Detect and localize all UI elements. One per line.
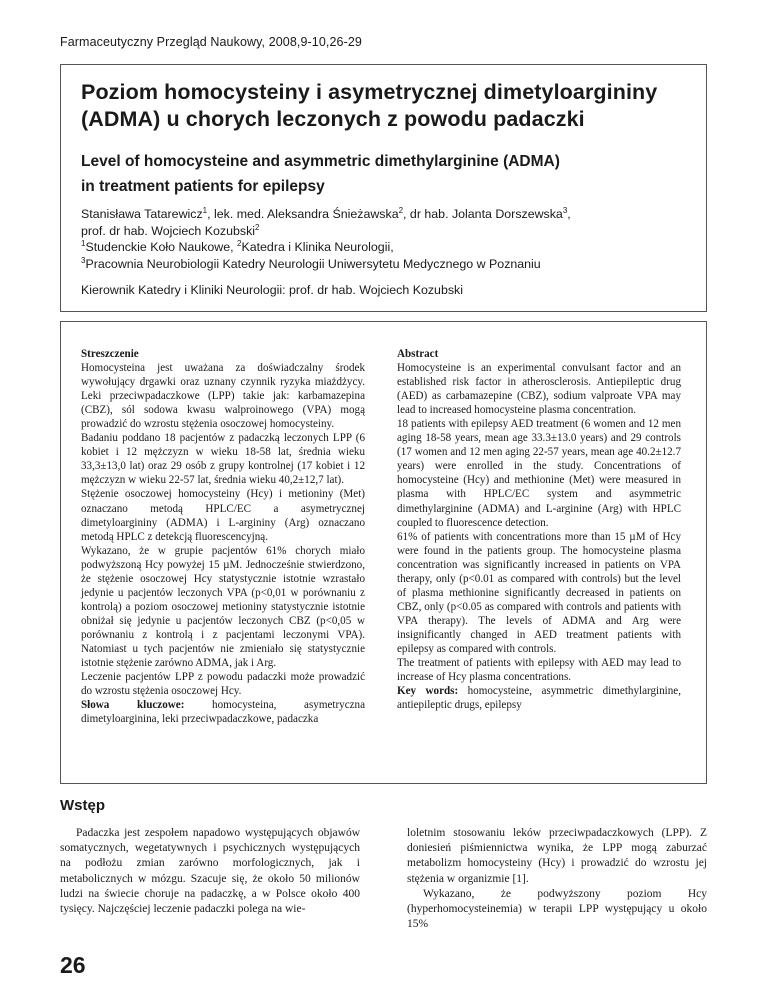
abstract-english: [397, 347, 681, 712]
affiliation-2: Katedra i Klinika Neurologii,: [241, 240, 394, 254]
abstract-polish-paragraph: Badaniu poddano 18 pacjentów z padaczką leczonych LPP (6 kobiet i 12 mężczyzn w wieku 18-58 lat, średnia wieku 33,3±13,0 lat) oraz 29 osób z grupy kontrolnej (17 kobiet i 12 mężczyzn w wieku 22-57 lat, średnia wieku 40,2±12,7 lat).: [81, 432, 365, 487]
body-column-left: [60, 826, 360, 917]
body-column-right: [407, 826, 707, 932]
article-header: [60, 64, 707, 312]
page-number: 26: [60, 952, 86, 978]
abstract-polish-paragraph: Stężenie osoczowej homocysteiny (Hcy) i metioniny (Met) oznaczano metodą HPLC/EC a asymetrycznej dimetyloargininy (ADMA) i L-argininy (Arg) oznaczano metodą HPLC z detekcją fluorescencyjną.: [81, 488, 365, 543]
abstract-english-heading: Abstract: [397, 348, 439, 360]
title-english-line1: Level of homocysteine and asymmetric dimethylarginine (ADMA): [81, 153, 560, 170]
body-paragraph: Padaczka jest zespołem napadowo występujących objawów somatycznych, wegetatywnych i psychicznych występujących na podłożu zmian zarówno morfologicznych, jak i metabolicznych w mózgu. Szacuje się, że około 50 milionów ludzi na świecie choruje na padaczkę, a w Polsce około 400 tysięcy. Najczęściej leczenie padaczki polega na wie-: [60, 827, 360, 916]
abstract-polish-paragraph: Wykazano, że w grupie pacjentów 61% chorych miało podwyższoną Hcy powyżej 15 µM. Jednocześnie stwierdzono, że stężenie osoczowej Hcy statystycznie istotnie wzrastało jedynie u pacjentów leczonych VPA (p<0,01 w porównaniu z kontrolą) a poziom osoczowej metioniny statystycznie istotnie obniżał się jedynie u pacjentów leczonych CBZ (p<0,05 w porównaniu z kontrolą i z pacjentami leczonymi VPA). Natomiast u tych pacjentów nie zmieniało się statystycznie istotnie stężenie zarówno ADMA, jak i Arg.: [81, 544, 365, 670]
author-1: Stanisława Tatarewicz: [81, 207, 203, 221]
title-english: [81, 149, 696, 199]
keywords-english-label: Key words:: [397, 685, 459, 698]
title-english-line2: in treatment patients for epilepsy: [81, 178, 325, 195]
affiliation-3-sup: 3: [81, 255, 86, 265]
author-4: prof. dr hab. Wojciech Kozubski: [81, 223, 256, 238]
keywords-english-text: homocysteine, asymmetric dimethylarginine, antiepileptic drugs, epilepsy: [397, 685, 681, 712]
abstract-polish: [81, 347, 365, 726]
author-3: , dr hab. Jolanta Dorszewska: [403, 207, 563, 221]
affiliation-1-sup: 1: [81, 238, 86, 248]
author-2: , lek. med. Aleksandra Śnieżawska: [207, 207, 399, 221]
abstract-english-paragraph: 61% of patients with concentrations more than 15 µM of Hcy were found in the patients group. The homocysteine plasma concentration was significantly increased in patients on VPA therapy, only (p<0.01 as compared with controls) but the level of plasma methionine significantly decreased in patients on CBZ, only (p<0.05 as compared with controls and patients with VPA therapy). The levels of ADMA and Arg were insignificantly changed in AED treatment patients with epilepsy as compared with controls.: [397, 530, 681, 655]
body-paragraph: loletnim stosowaniu leków przeciwpadaczkowych (LPP). Z doniesień piśmiennictwa wynika, że LPP mogą zaburzać metabolizm homocysteiny (Hcy) i prowadzić do wzrostu jej stężenia w organizmie [1].: [407, 827, 707, 885]
author-3-sup: 3: [562, 205, 568, 215]
abstract-english-paragraph: The treatment of patients with epilepsy with AED may lead to increase of Hcy plasma concentrations.: [397, 657, 681, 684]
affiliation-2-sup: 2: [236, 238, 242, 248]
keywords-polish: [81, 698, 365, 726]
section-heading-introduction: Wstęp: [60, 797, 105, 814]
author-2-sup: 2: [398, 205, 404, 215]
abstract-polish-heading: Streszczenie: [81, 348, 139, 360]
affiliation-3: Pracownia Neurobiologii Katedry Neurologii Uniwersytetu Medycznego w Poznaniu: [85, 256, 541, 271]
head-of-department: Kierownik Katedry i Kliniki Neurologii: prof. dr hab. Wojciech Kozubski: [81, 283, 463, 297]
author-4-pre: ,: [567, 207, 571, 221]
abstract-polish-paragraph: Homocysteina jest uważana za doświadczalny środek wywołujący drgawki oraz uznany czynnik ryzyka miażdżycy. Leki przeciwpadaczkowe (LPP) takie jak: karbamazepina (CBZ), sól sodowa kwasu walproinowego (VPA) mogą prowadzić do wzrostu stężenia osoczowej homocysteiny.: [81, 362, 365, 431]
body-paragraph: Wykazano, że podwyższony poziom Hcy (hyperhomocysteinemia) w terapii LPP występujący u około 15%: [407, 887, 707, 931]
abstract-polish-paragraph: Leczenie pacjentów LPP z powodu padaczki może prowadzić do wzrostu stężenia osoczowej Hcy.: [81, 671, 365, 698]
journal-citation: Farmaceutyczny Przegląd Naukowy, 2008,9-10,26-29: [60, 35, 362, 49]
author-4-sup: 2: [255, 222, 260, 232]
keywords-polish-label: Słowa kluczowe:: [81, 699, 185, 712]
author-1-sup: 1: [202, 205, 208, 215]
authors-affiliations: [81, 206, 696, 272]
title-polish: Poziom homocysteiny i asymetrycznej dimetyloargininy (ADMA) u chorych leczonych z powodu padaczki: [81, 80, 658, 131]
abstract-english-paragraph: 18 patients with epilepsy AED treatment (6 women and 12 men aging 18-58 years, mean age 33.3±13.0 years) and 29 controls (17 women and 12 men aging 22-57 years, mean age 40.2±12.7 years) were enrolled in the study. Concentrations of homocysteine (Hcy) and methionine (Met) were measured in plasma with HPLC/EC system and asymmetric dimethylarginine (ADMA) and L-arginine (Arg) with HPLC coupled to fluorescence detection.: [397, 418, 681, 529]
abstract-box: [60, 321, 707, 784]
keywords-polish-text: homocysteina, asymetryczna dimetyloarginina, leki przeciwpadaczkowe, padaczka: [81, 699, 366, 726]
keywords-english: [397, 684, 681, 712]
affiliation-1: Studenckie Koło Naukowe,: [85, 240, 237, 254]
abstract-english-paragraph: Homocysteine is an experimental convulsant factor and an established risk factor in atherosclerosis. Antiepileptic drug (AED) as carbamazepine (CBZ), sodium valproate VPA may lead to increased homocysteine plasma concentration.: [397, 362, 681, 417]
